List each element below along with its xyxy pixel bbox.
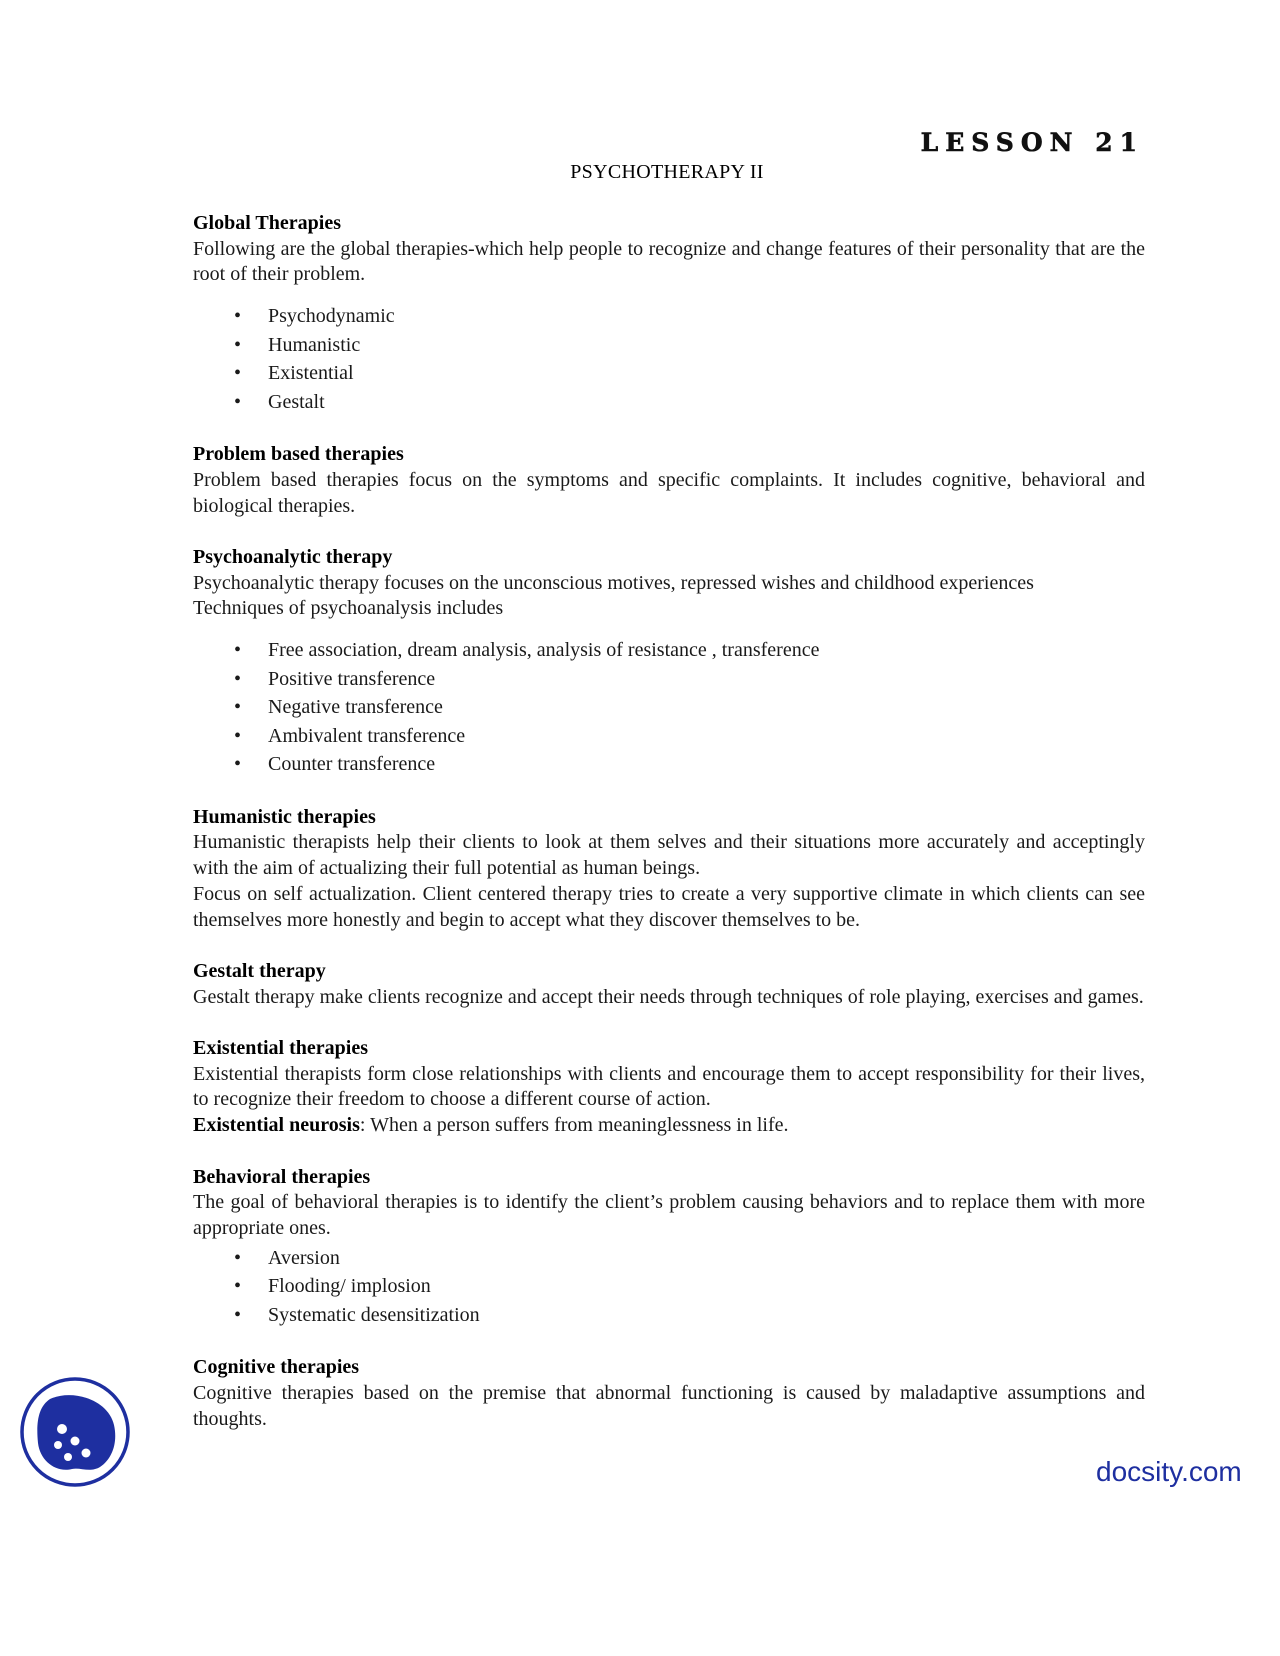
section-humanistic (193, 805, 1145, 934)
bullet-icon: • (234, 724, 242, 747)
bullet-icon: • (234, 753, 242, 776)
list-item (193, 331, 1145, 360)
section-paragraph: The goal of behavioral therapies is to identify the client’s problem causing behaviors and to replace them with more appropriate ones. (193, 1191, 1145, 1239)
section-gestalt (193, 959, 1145, 1010)
list-item (193, 665, 1145, 694)
docsity-logo-icon (20, 1377, 130, 1487)
bullet-icon: • (234, 1246, 242, 1269)
list-item (193, 1301, 1145, 1330)
list-item (193, 388, 1145, 417)
section-paragraph: Problem based therapies focus on the symptoms and specific complaints. It includes cognitive, behavioral and biological therapies. (193, 468, 1145, 517)
section-paragraph: Techniques of psychoanalysis includes (193, 597, 504, 620)
section-paragraph: Gestalt therapy make clients recognize and accept their needs through techniques of role playing, exercises and games. (193, 985, 1144, 1008)
section-cognitive (193, 1355, 1145, 1432)
list-item (193, 1244, 1145, 1273)
bullet-list (193, 302, 1145, 416)
section-heading: Existential therapies (193, 1037, 368, 1060)
section-heading: Gestalt therapy (193, 959, 326, 982)
list-item-text: Negative transference (268, 696, 443, 719)
bullet-icon: • (234, 333, 242, 356)
section-heading: Global Therapies (193, 212, 341, 234)
list-item (193, 722, 1145, 751)
bullet-icon: • (234, 1275, 242, 1298)
definition-line (193, 1113, 1145, 1139)
bullet-icon: • (234, 1303, 242, 1326)
page-title: PSYCHOTHERAPY II (570, 161, 764, 183)
lesson-number: LESSON 21 (920, 128, 1144, 157)
list-item (193, 693, 1145, 722)
list-item (193, 359, 1145, 388)
list-item (193, 1272, 1145, 1301)
list-item-text: Aversion (268, 1246, 340, 1269)
section-behavioral (193, 1165, 1145, 1330)
section-heading: Cognitive therapies (193, 1356, 360, 1379)
bullet-icon: • (234, 362, 242, 385)
section-paragraph: Focus on self actualization. Client centered therapy tries to create a very supportive climate in which clients can see themselves more honestly and begin to accept what they discover themselves to be. (193, 882, 1145, 931)
bullet-icon: • (234, 390, 242, 413)
definition-term: Existential neurosis (193, 1114, 360, 1137)
list-item-text: Counter transference (268, 753, 436, 776)
section-paragraph: Cognitive therapies based on the premise that abnormal functioning is caused by maladaptive assumptions and thoughts. (193, 1381, 1145, 1430)
section-heading: Behavioral therapies (193, 1165, 371, 1188)
list-item-text: Psychodynamic (268, 305, 395, 328)
list-item-text: Existential (268, 362, 354, 385)
bullet-icon: • (234, 667, 242, 690)
section-paragraph: Following are the global therapies-which help people to recognize and change features of their personality that are the root of their problem. (193, 237, 1145, 286)
list-item-text: Flooding/ implosion (268, 1275, 431, 1298)
section-paragraph: Existential therapists form close relationships with clients and encourage them to accept responsibility for their lives, to recognize their freedom to choose a different course of action. (193, 1062, 1145, 1111)
list-item-text: Positive transference (268, 667, 436, 690)
section-paragraph: Psychoanalytic therapy focuses on the unconscious motives, repressed wishes and childhood experiences (193, 571, 1034, 594)
section-heading: Psychoanalytic therapy (193, 545, 393, 568)
list-item (193, 750, 1145, 779)
section-paragraph: Humanistic therapists help their clients to look at them selves and their situations more accurately and acceptingly with the aim of actualizing their full potential as human beings. (193, 831, 1145, 880)
docsity-watermark-link[interactable]: docsity.com (1096, 1456, 1242, 1487)
section-heading: Problem based therapies (193, 443, 404, 466)
list-item-text: Systematic desensitization (268, 1303, 480, 1326)
section-psychoanalytic (193, 545, 1145, 779)
list-item (193, 302, 1145, 331)
list-item-text: Free association, dream analysis, analysis of resistance , transference (268, 639, 820, 662)
section-heading: Humanistic therapies (193, 805, 376, 828)
bullet-icon: • (234, 305, 242, 328)
bullet-list (193, 1244, 1145, 1330)
section-existential (193, 1036, 1145, 1139)
definition-text: : When a person suffers from meaninglessness in life. (359, 1114, 789, 1137)
list-item-text: Gestalt (268, 390, 325, 413)
section-global-therapies (193, 211, 1145, 416)
list-item-text: Ambivalent transference (268, 724, 466, 747)
list-item (193, 636, 1145, 665)
bullet-icon: • (234, 639, 242, 662)
section-problem-based (193, 442, 1145, 519)
document-body (193, 211, 1145, 1458)
list-item-text: Humanistic (268, 333, 361, 356)
bullet-list (193, 636, 1145, 779)
bullet-icon: • (234, 696, 242, 719)
